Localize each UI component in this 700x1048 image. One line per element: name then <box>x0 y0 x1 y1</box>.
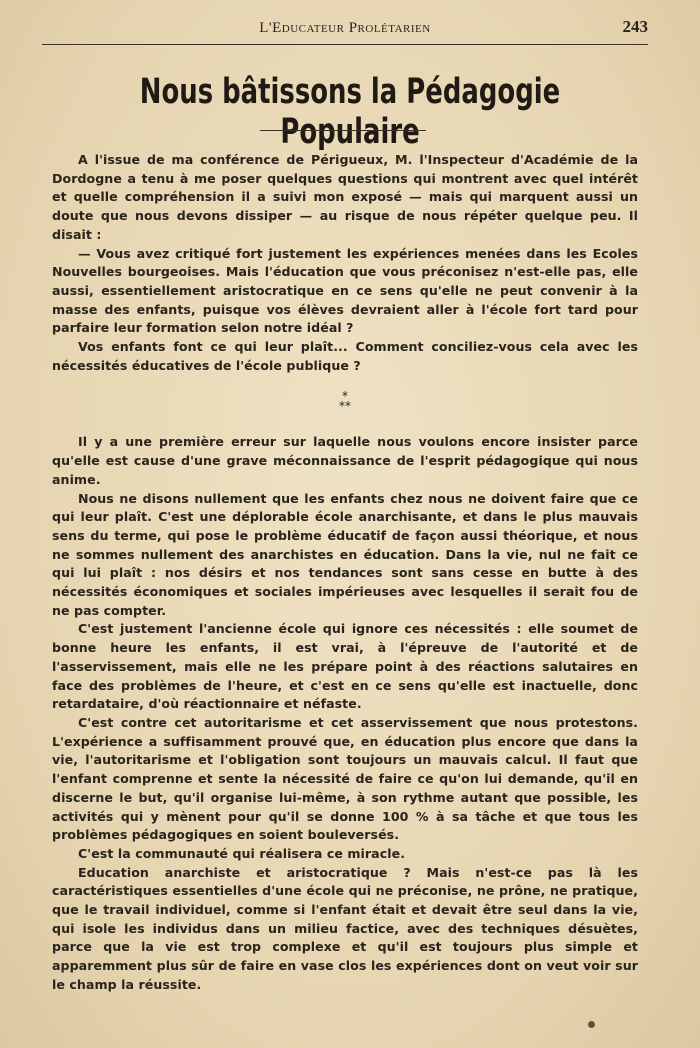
asterism-symbol: * ** <box>338 389 352 414</box>
paragraph: Education anarchiste et aristocratique ? Mais n'est-ce pas là les caractéristiques essentielles d'une école qui ne préconise, ne prône, ne pratique, que le travail individuel, comme si l'enfant était et devait être seul dans la vie, qui isole les individus dans un milieu factice, avec des techniques désuètes, parce que la vie est trop complexe et qu'il est toujours plus simple et apparemment plus sûr de faire en vase clos les expériences dont on veut voir sur le champ la réussite. <box>52 864 638 992</box>
paragraph: — Vous avez critiqué fort justement les expériences menées dans les Ecoles Nouvelles bourgeoises. Mais l'éducation que vous préconisez n'est-elle pas, elle aussi, essentiellement aristocratique en ce sens qu'elle ne peut convenir à la masse des enfants, puisque vos élèves devraient aller à l'école fort tard pour parfaire leur formation selon notre idéal ? <box>52 245 638 336</box>
paragraph: Nous ne disons nullement que les enfants chez nous ne doivent faire que ce qui leur plaît. C'est une déplorable école anarchisante, et dans le plus mauvais sens du terme, qui pose le problème éducatif de façon aussi théorique, et nous ne sommes nullement des anarchistes en éducation. Dans la vie, nul ne fait ce qui lui plaît : nos désirs et nos tendances sont sans cesse en butte à des nécessités économiques et sociales impérieuses avec lesquelles il serait fou de ne pas compter. <box>52 490 638 618</box>
paragraph: C'est la communauté qui réalisera ce miracle. <box>78 845 406 861</box>
page-number: 243 <box>622 17 648 36</box>
paragraph: C'est contre cet autoritarisme et cet asservissement que nous protestons. L'expérience a suffisamment prouvé que, en éducation plus encore que dans la vie, l'autoritarisme et l'obligation sont toujours un mauvais calcul. Il faut que l'enfant comprenne et sente la nécessité de faire ce qu'on lui demande, qu'il en discerne le but, qu'il organise lui-même, à son rythme autant que possible, les activités qui y mènent pour qu'il se donne 100 % à sa tâche et que tous les problèmes pédagogiques en soient bouleversés. <box>52 714 638 843</box>
paragraph: A l'issue de ma conférence de Périgueux, M. l'Inspecteur d'Académie de la Dordogne a tenu à me poser quelques questions qui montrent avec quel intérêt et quelle compréhension il a suivi mon exposé — mais qui marquent aussi un doute que nous devons dissiper — au risque de nous répéter quelque peu. Il disait : <box>52 152 638 242</box>
asterism <box>52 389 638 414</box>
running-title: L'Educateur Prolétarien <box>259 20 431 36</box>
title-rule <box>260 130 426 131</box>
paragraph: Vos enfants font ce qui leur plaît... Comment conciliez-vous cela avec les nécessités éducatives de l'école publique ? <box>52 339 638 373</box>
paragraph: C'est justement l'ancienne école qui ignore ces nécessités : elle soumet de bonne heure les enfants, il est vrai, à l'épreuve de l'autorité et de l'asservissement, mais elle ne les prépare point à des réactions salutaires en face des problèmes de l'heure, et c'est en ce sens qu'elle est inactuelle, donc retardataire, d'où réactionnaire et néfaste. <box>52 621 638 712</box>
paragraph: Il y a une première erreur sur laquelle nous voulons encore insister parce qu'elle est cause d'une grave méconnaissance de l'esprit pédagogique qui nous anime. <box>52 434 638 487</box>
article-body <box>52 151 638 995</box>
article-title: Nous bâtissons la Pédagogie Populaire <box>139 72 561 152</box>
ink-dot <box>588 1021 595 1028</box>
page-header <box>42 14 648 45</box>
